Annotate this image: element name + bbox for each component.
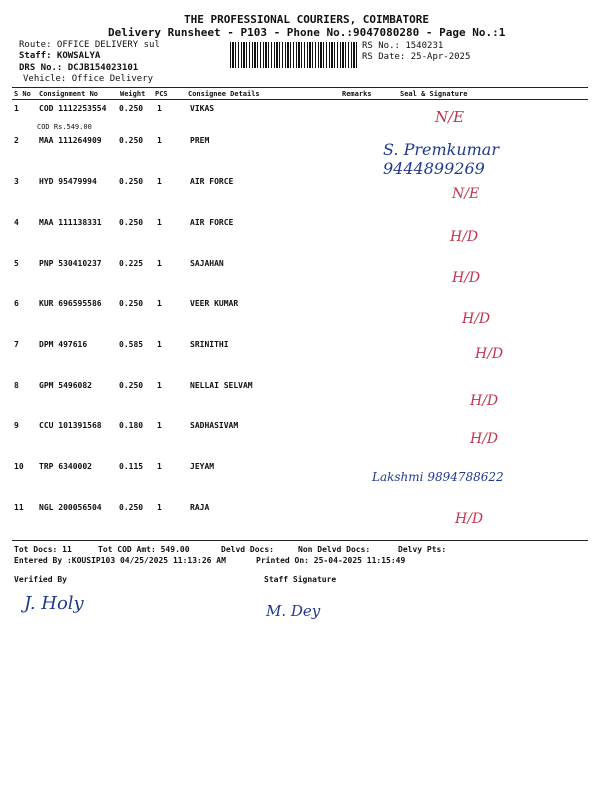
delivered-docs: Delvd Docs: xyxy=(221,545,274,554)
row-sno: 10 xyxy=(14,462,24,471)
row-weight: 0.250 xyxy=(119,104,144,113)
col-pcs: PCS xyxy=(155,90,168,98)
rs-date: RS Date: 25-Apr-2025 xyxy=(362,52,471,62)
row-pcs: 1 xyxy=(157,104,162,113)
rs-number: RS No.: 1540231 xyxy=(362,41,444,51)
row-weight: 0.250 xyxy=(119,299,144,308)
row-weight: 0.225 xyxy=(119,259,144,268)
col-seal-signature: Seal & Signature xyxy=(400,90,468,98)
signature-row-1: N/E xyxy=(435,108,465,126)
row-sno: 3 xyxy=(14,177,19,186)
signature-row-10: Lakshmi 9894788622 xyxy=(372,470,504,484)
runsheet-title: Delivery Runsheet - P103 - Phone No.:9047080280 - Page No.:1 xyxy=(108,26,506,39)
total-docs: Tot Docs: 11 xyxy=(14,545,72,554)
col-remarks: Remarks xyxy=(342,90,372,98)
row-weight: 0.250 xyxy=(119,177,144,186)
row-consignment: PNP 530410237 xyxy=(39,259,102,268)
row-consignment: CCU 101391568 xyxy=(39,421,102,430)
vehicle-info: Vehicle: Office Delivery xyxy=(23,74,154,84)
route-info: Route: OFFICE DELIVERY sul xyxy=(19,40,160,50)
signature-row-5: H/D xyxy=(452,270,481,286)
table-row xyxy=(14,421,584,441)
row-pcs: 1 xyxy=(157,136,162,145)
row-weight: 0.250 xyxy=(119,218,144,227)
row-pcs: 1 xyxy=(157,259,162,268)
signature-row-8: H/D xyxy=(470,393,499,409)
row-weight: 0.115 xyxy=(119,462,144,471)
signature-row-3: N/E xyxy=(452,186,480,202)
row-sno: 5 xyxy=(14,259,19,268)
table-row xyxy=(14,104,584,124)
row-weight: 0.180 xyxy=(119,421,144,430)
row-consignment: NGL 200056504 xyxy=(39,503,102,512)
row-consignment: MAA 111138331 xyxy=(39,218,102,227)
signature-row-9: H/D xyxy=(470,431,499,447)
verified-by-signature: J. Holy xyxy=(24,593,84,614)
table-row xyxy=(14,259,584,279)
table-row xyxy=(14,299,584,319)
barcode xyxy=(230,42,357,68)
row-weight: 0.250 xyxy=(119,136,144,145)
row-pcs: 1 xyxy=(157,299,162,308)
staff-signature-label: Staff Signature xyxy=(264,575,337,584)
row-sno: 9 xyxy=(14,421,19,430)
row-consignee: NELLAI SELVAM xyxy=(190,381,253,390)
row-sno: 2 xyxy=(14,136,19,145)
row-pcs: 1 xyxy=(157,503,162,512)
non-delivered-docs: Non Delvd Docs: xyxy=(298,545,371,554)
staff-signature: M. Dey xyxy=(266,602,321,620)
col-sno: S No xyxy=(14,90,31,98)
row-sno: 7 xyxy=(14,340,19,349)
col-consignee: Consignee Details xyxy=(188,90,260,98)
table-header-rule xyxy=(12,99,588,100)
verified-by-label: Verified By xyxy=(14,575,67,584)
table-row xyxy=(14,177,584,197)
row-pcs: 1 xyxy=(157,177,162,186)
cod-amount-note: COD Rs.549.00 xyxy=(37,123,92,131)
row-sno: 8 xyxy=(14,381,19,390)
table-row xyxy=(14,218,584,238)
row-pcs: 1 xyxy=(157,218,162,227)
col-weight: Weight xyxy=(120,90,146,98)
row-consignee: SAJAHAN xyxy=(190,259,224,268)
row-consignee: JEYAM xyxy=(190,462,215,471)
table-row xyxy=(14,503,584,523)
total-cod-amount: Tot COD Amt: 549.00 xyxy=(98,545,190,554)
printed-on: Printed On: 25-04-2025 11:15:49 xyxy=(256,556,406,565)
row-consignment: DPM 497616 xyxy=(39,340,88,349)
row-pcs: 1 xyxy=(157,340,162,349)
row-consignee: SADHASIVAM xyxy=(190,421,239,430)
delivery-points: Delvy Pts: xyxy=(398,545,447,554)
row-pcs: 1 xyxy=(157,381,162,390)
drs-number: DRS No.: DCJB154023101 xyxy=(19,63,139,73)
row-consignment: COD 1112253554 xyxy=(39,104,107,113)
row-sno: 6 xyxy=(14,299,19,308)
row-consignment: KUR 696595586 xyxy=(39,299,102,308)
table-top-rule xyxy=(12,87,588,88)
row-pcs: 1 xyxy=(157,462,162,471)
row-weight: 0.250 xyxy=(119,503,144,512)
company-name: THE PROFESSIONAL COURIERS, COIMBATORE xyxy=(184,13,430,26)
row-consignee: SRINITHI xyxy=(190,340,229,349)
row-sno: 4 xyxy=(14,218,19,227)
table-bottom-rule xyxy=(12,540,588,541)
col-consignment: Consignment No xyxy=(39,90,99,98)
row-consignee: VIKAS xyxy=(190,104,215,113)
row-consignment: MAA 111264909 xyxy=(39,136,102,145)
signature-row-2: S. Premkumar 9444899269 xyxy=(383,140,499,178)
staff-info: Staff: KOWSALYA xyxy=(19,51,101,61)
signature-row-7: H/D xyxy=(475,346,504,362)
row-consignment: TRP 6340002 xyxy=(39,462,92,471)
row-sno: 11 xyxy=(14,503,24,512)
entered-by: Entered By :KOUSIP103 04/25/2025 11:13:26 AM xyxy=(14,556,226,565)
row-consignee: PREM xyxy=(190,136,210,145)
signature-row-4: H/D xyxy=(450,229,479,245)
row-consignment: HYD 95479994 xyxy=(39,177,97,186)
row-consignee: RAJA xyxy=(190,503,210,512)
row-sno: 1 xyxy=(14,104,19,113)
row-consignee: VEER KUMAR xyxy=(190,299,239,308)
row-consignee: AIR FORCE xyxy=(190,177,234,186)
row-consignment: GPM 5496082 xyxy=(39,381,92,390)
row-pcs: 1 xyxy=(157,421,162,430)
table-row xyxy=(14,381,584,401)
signature-row-6: H/D xyxy=(462,311,491,327)
signature-row-11: H/D xyxy=(455,511,484,527)
row-weight: 0.250 xyxy=(119,381,144,390)
row-weight: 0.585 xyxy=(119,340,144,349)
row-consignee: AIR FORCE xyxy=(190,218,234,227)
